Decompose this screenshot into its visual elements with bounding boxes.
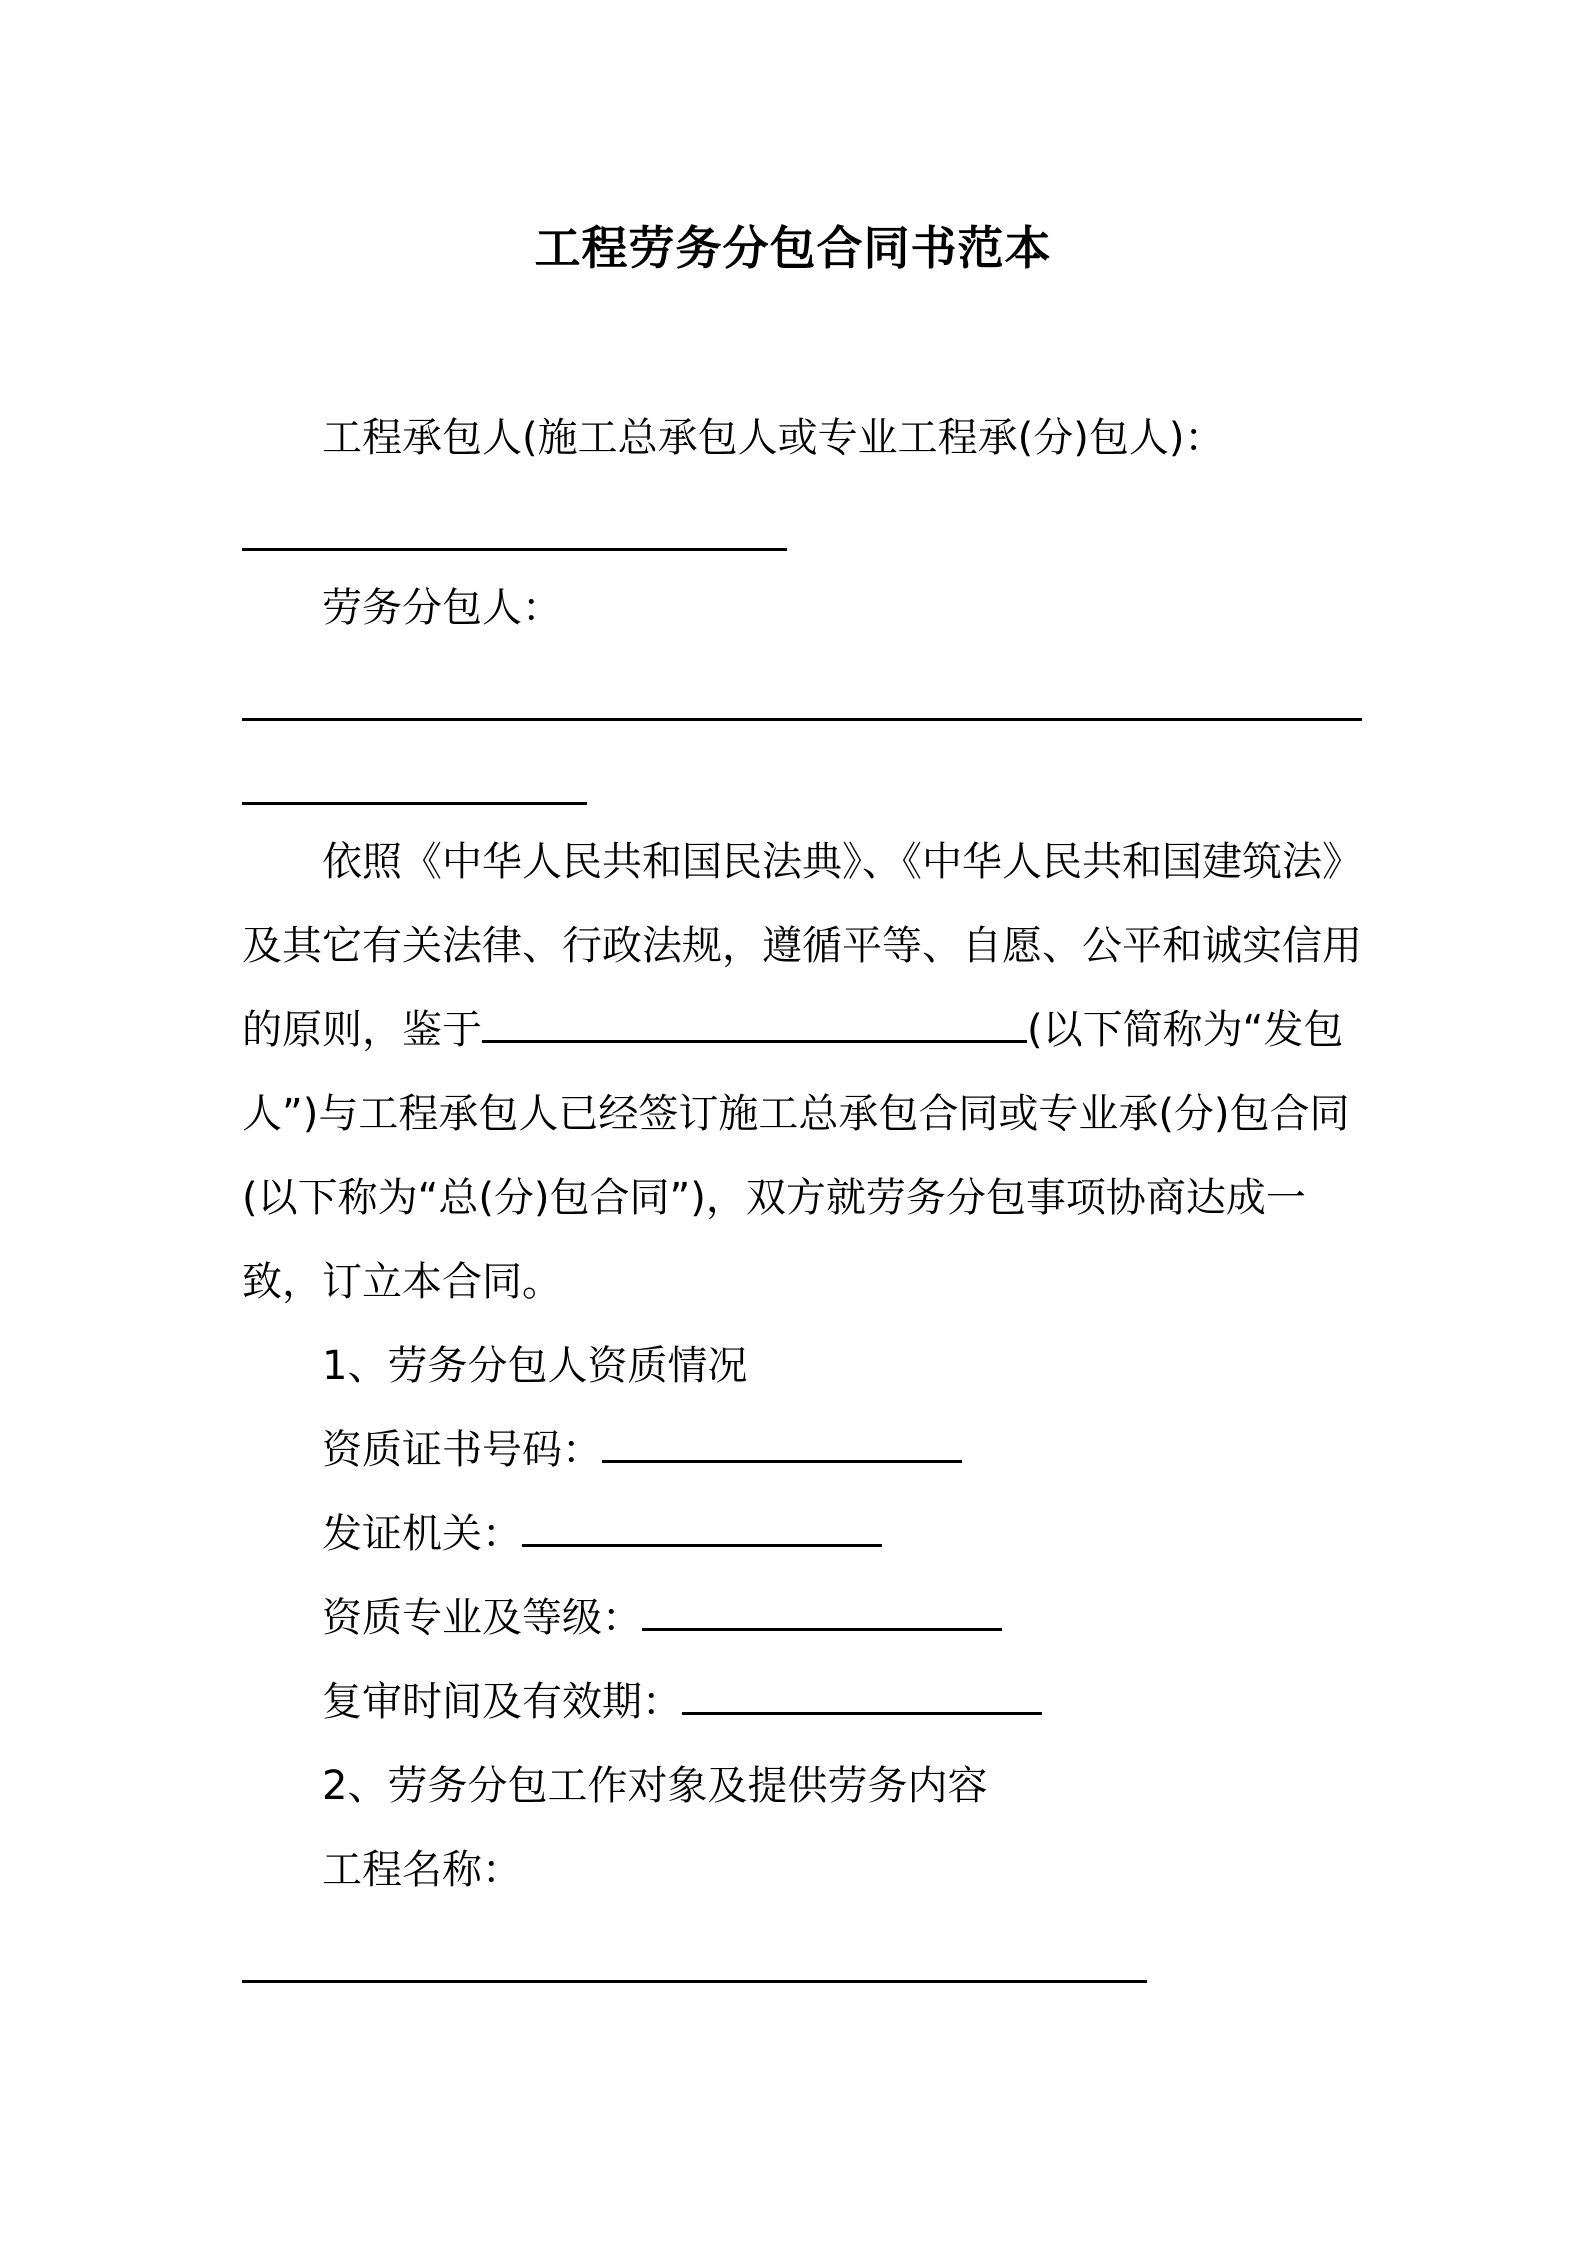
issuing-authority-label: 发证机关： [322,1511,522,1557]
qualification-blank[interactable] [642,1594,1002,1631]
preamble-line-5: (以下称为“总(分)包合同”)，双方就劳务分包事项协商达成一 [242,1175,1306,1221]
issuing-authority-row [322,1508,1362,1560]
section-1-heading: 1、劳务分包人资质情况 [322,1343,748,1389]
preamble-line-3 [242,1004,1362,1056]
qualification-row [322,1592,1362,1644]
issuing-authority-blank[interactable] [522,1510,882,1547]
project-name-label: 工程名称： [322,1847,522,1893]
review-row [322,1676,1362,1728]
contractor-label: 工程承包人(施工总承包人或专业工程承(分)包人)： [322,415,1225,461]
preamble-line-6: 致，订立本合同。 [242,1259,562,1305]
review-label: 复审时间及有效期： [322,1679,682,1725]
subcontractor-label: 劳务分包人： [322,585,562,631]
preamble-line-4: 人”)与工程承包人已经签订施工总承包合同或专业承(分)包合同 [242,1091,1350,1137]
employer-blank[interactable] [482,1006,1027,1043]
subcontractor-blank-line-2[interactable] [242,802,587,805]
preamble-line-3-end: (以下简称为“发包 [1027,1007,1344,1053]
preamble-line-2: 及其它有关法律、行政法规，遵循平等、自愿、公平和诚实信用 [242,923,1362,969]
contractor-blank[interactable] [242,548,787,551]
preamble-line-1: 依照《中华人民共和国民法典》、《中华人民共和国建筑法》 [322,839,1362,885]
project-name-blank[interactable] [242,1980,1147,1983]
qualification-label: 资质专业及等级： [322,1595,642,1641]
cert-number-row [322,1424,1362,1476]
subcontractor-blank-line-1[interactable] [242,718,1362,721]
cert-number-label: 资质证书号码： [322,1427,602,1473]
document-title: 工程劳务分包合同书范本 [534,221,1052,275]
section-2-heading: 2、劳务分包工作对象及提供劳务内容 [322,1763,988,1809]
review-blank[interactable] [682,1678,1042,1715]
preamble-line-3-start: 的原则，鉴于 [242,1007,482,1053]
cert-number-blank[interactable] [602,1426,962,1463]
